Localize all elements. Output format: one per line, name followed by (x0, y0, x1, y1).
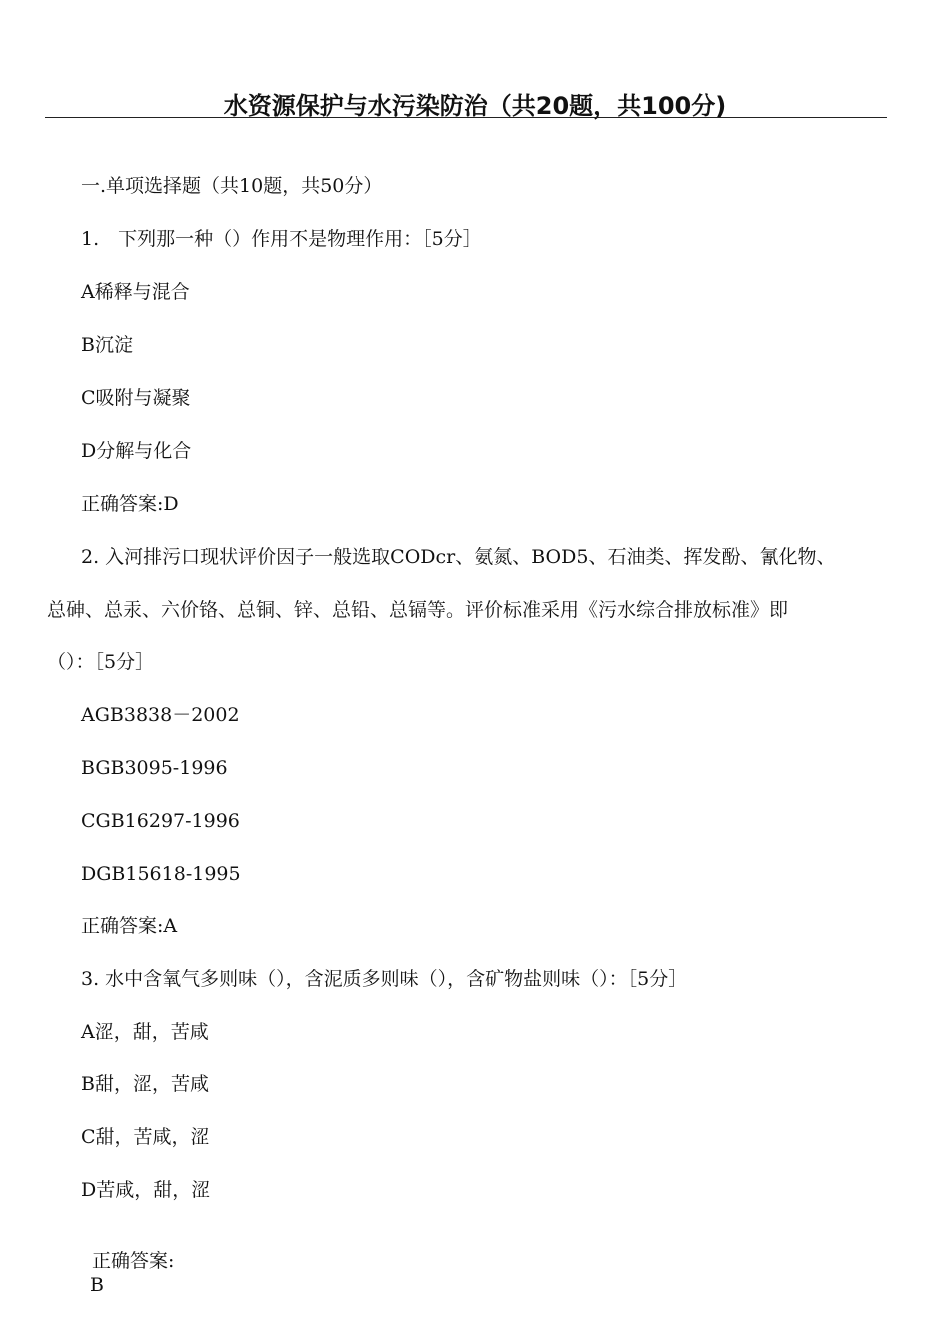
question-3-option-d: D苦咸，甜，涩 (81, 1179, 211, 1201)
document-title: 水资源保护与水污染防治（共20题，共100分) (223, 92, 727, 120)
question-2-stem-line-1: 2. 入河排污口现状评价因子一般选取CODcr、氨氮、BOD5、石油类、挥发酚、氰化物、 (81, 546, 836, 568)
question-3-option-b: B甜，涩，苦咸 (81, 1073, 209, 1095)
question-2-option-c: CGB16297-1996 (81, 810, 240, 832)
question-1-option-d: D分解与化合 (81, 440, 192, 462)
question-2-option-a: AGB3838－2002 (81, 704, 240, 726)
title-underline (45, 117, 887, 118)
question-3-option-c: C甜，苦咸，涩 (81, 1126, 210, 1148)
question-3-stem: 3. 水中含氧气多则味（），含泥质多则味（），含矿物盐则味（）：［5分］ (81, 968, 688, 990)
question-3-option-a: A涩，甜，苦咸 (81, 1021, 209, 1043)
section-heading: 一.单项选择题（共10题，共50分） (81, 175, 383, 197)
question-3-answer-label: 正确答案: (92, 1250, 175, 1272)
question-2-option-b: BGB3095-1996 (81, 757, 228, 779)
question-3-answer-value: B (90, 1274, 104, 1296)
question-1-option-c: C吸附与凝聚 (81, 387, 191, 409)
question-2-stem-line-3: （）：［5分］ (47, 651, 155, 673)
question-1-answer: 正确答案:D (81, 493, 179, 515)
question-1-option-b: B沉淀 (81, 334, 133, 356)
question-1-stem: 1. 下列那一种（）作用不是物理作用：［5分］ (81, 228, 482, 250)
question-2-answer: 正确答案:A (81, 915, 178, 937)
question-1-option-a: A稀释与混合 (81, 281, 190, 303)
question-2-stem-line-2: 总砷、总汞、六价铬、总铜、锌、总铅、总镉等。评价标准采用《污水综合排放标准》即 (47, 599, 789, 621)
question-2-option-d: DGB15618-1995 (81, 863, 241, 885)
